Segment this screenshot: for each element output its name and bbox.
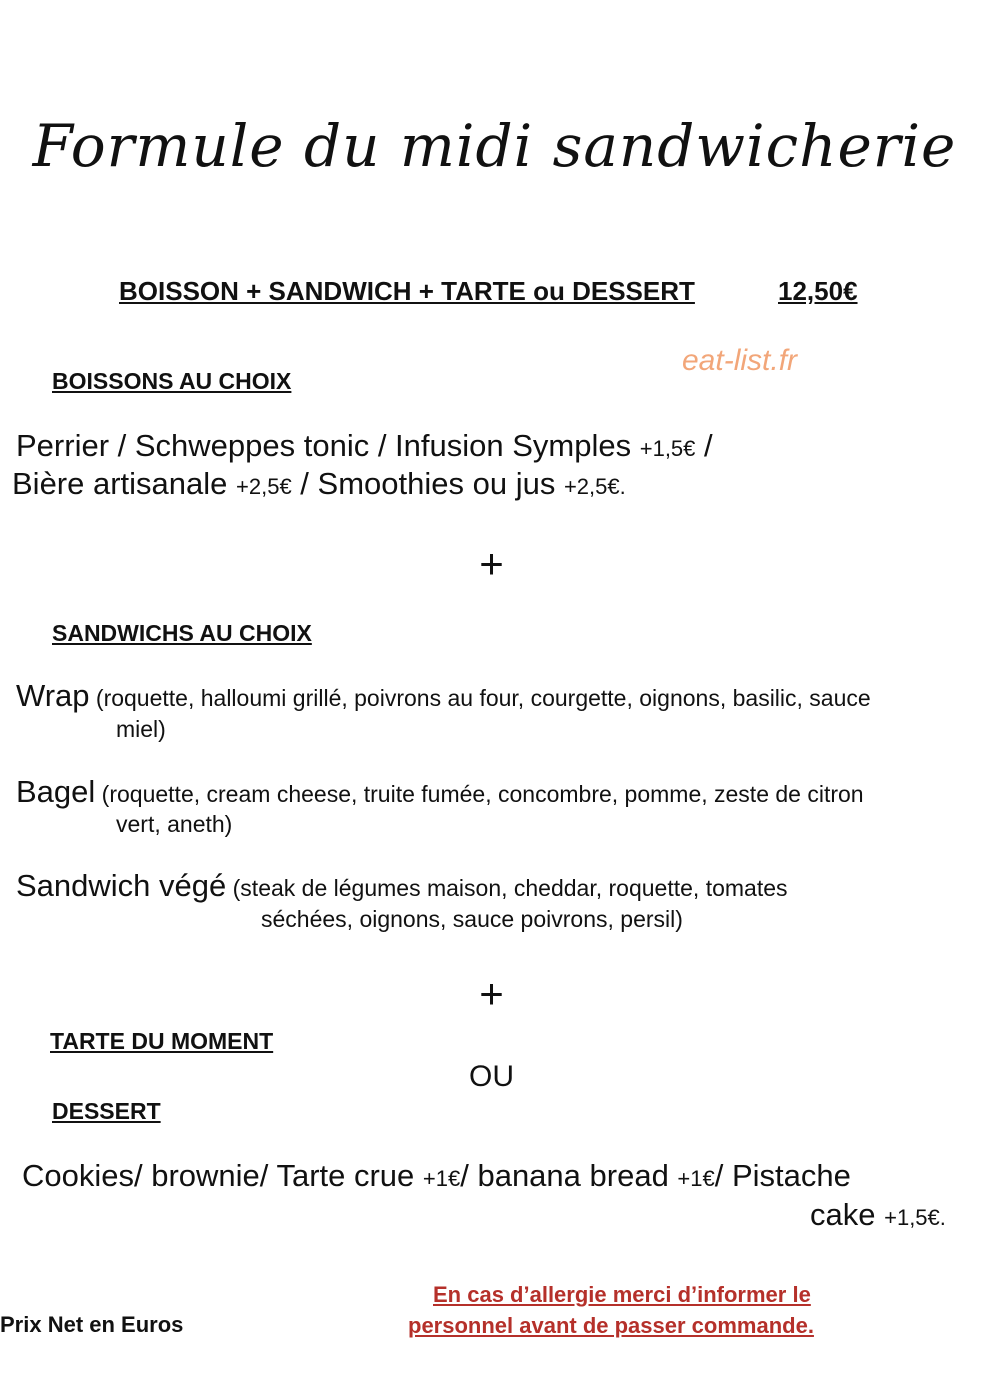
dessert-line-1-c: / Pistache [714, 1158, 851, 1193]
boissons-line-1-extra: +1,5€ [639, 436, 696, 461]
sandwich-name: Bagel [16, 774, 96, 809]
prix-net-note: Prix Net en Euros [0, 1312, 184, 1337]
sandwichs-heading: SANDWICHS AU CHOIX [52, 620, 312, 646]
plus-separator-2: + [479, 970, 504, 1017]
dessert-line-2-a: cake [810, 1197, 885, 1232]
allergy-note-line-1: En cas d’allergie merci d’informer le [433, 1282, 811, 1307]
sandwich-desc-cont: miel) [116, 716, 166, 742]
dessert-line-1-a-extra: +1€ [422, 1166, 461, 1191]
allergy-note-line-2: personnel avant de passer commande. [408, 1313, 814, 1338]
formula-label: BOISSON + SANDWICH + TARTE ou DESSERT [119, 276, 695, 306]
dessert-line-1-b-extra: +1€ [677, 1166, 715, 1191]
sandwich-desc: (roquette, halloumi grillé, poivrons au four, courgette, oignons, basilic, sauce [89, 685, 871, 711]
dessert-line-1-a: Cookies/ brownie/ Tarte crue [22, 1158, 423, 1193]
dessert-heading: DESSERT [52, 1098, 161, 1124]
dessert-line-1 [22, 1158, 851, 1194]
boissons-line-2-a-extra: +2,5€ [236, 474, 292, 499]
sandwich-desc: (roquette, cream cheese, truite fumée, concombre, pomme, zeste de citron [95, 781, 864, 807]
boissons-line-2 [12, 466, 626, 502]
dessert-line-2-a-extra: +1,5€. [884, 1205, 946, 1230]
boissons-heading: BOISSONS AU CHOIX [52, 368, 292, 394]
tarte-heading: TARTE DU MOMENT [50, 1028, 274, 1054]
dessert-line-1-b: / banana bread [460, 1158, 678, 1193]
sandwich-item-vege [16, 868, 788, 904]
sandwich-desc: (steak de légumes maison, cheddar, roquette, tomates [226, 875, 788, 901]
dessert-line-2 [810, 1197, 946, 1233]
boissons-line-2-b: / Smoothies ou jus [291, 466, 564, 501]
watermark: eat-list.fr [682, 344, 798, 377]
ou-separator: OU [469, 1060, 514, 1093]
formula-price: 12,50€ [778, 276, 858, 306]
boissons-line-2-a: Bière artisanale [12, 466, 237, 501]
sandwich-item-bagel [16, 774, 864, 810]
sandwich-desc-cont: séchées, oignons, sauce poivrons, persil) [261, 906, 683, 932]
boissons-line-2-b-extra: +2,5€. [563, 474, 626, 499]
sandwich-name: Sandwich végé [16, 868, 227, 903]
boissons-line-1-end: / [695, 428, 713, 463]
sandwich-desc-cont: vert, aneth) [116, 811, 233, 837]
boissons-line-1-text: Perrier / Schweppes tonic / Infusion Symples [16, 428, 640, 463]
page-title: Formule du midi sandwicherie [32, 112, 957, 180]
boissons-line-1 [16, 428, 713, 464]
sandwich-name: Wrap [16, 678, 90, 713]
sandwich-item-wrap [16, 678, 871, 714]
plus-separator-1: + [479, 540, 504, 587]
